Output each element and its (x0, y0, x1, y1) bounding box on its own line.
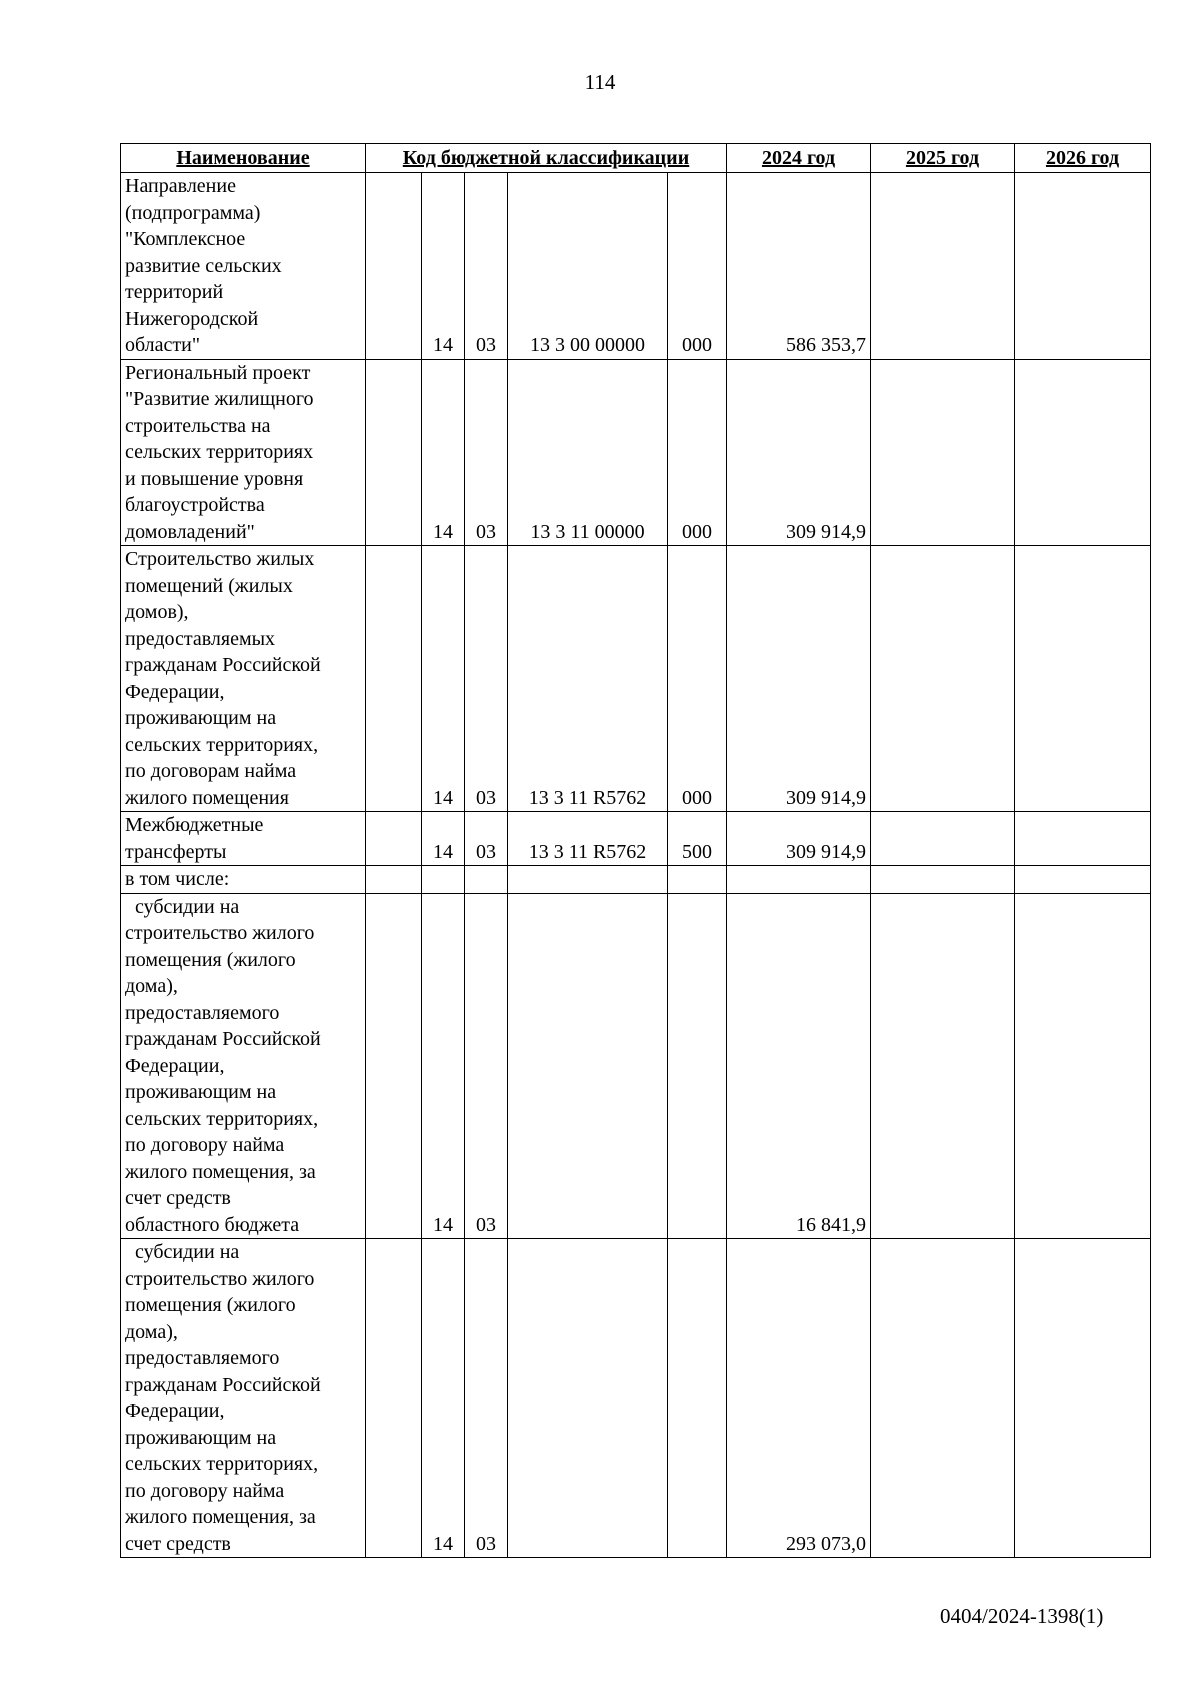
row-name: Строительство жилых помещений (жилых домов), предоставляемых гражданам Российской Федерации, проживающим на сельских территориях, по договорам найма жилого помещения (121, 546, 366, 812)
header-2024: 2024 год (727, 144, 871, 173)
header-code: Код бюджетной классификации (366, 144, 727, 173)
code-section: 14 (422, 359, 465, 546)
code-expense-type: 500 (668, 812, 727, 866)
code-expense-type (668, 893, 727, 1239)
page-number: 114 (584, 70, 616, 94)
code-section: 14 (422, 893, 465, 1239)
amount-2024 (727, 866, 871, 894)
document-id: 0404/2024-1398(1) (940, 1604, 1104, 1628)
amount-2024: 309 914,9 (727, 359, 871, 546)
code-segment-1 (366, 546, 422, 812)
code-target-article: 13 3 11 R5762 (508, 812, 668, 866)
table-row (121, 546, 1151, 812)
table-row (121, 893, 1151, 1239)
amount-2026 (1015, 546, 1151, 812)
code-target-article: 13 3 11 00000 (508, 359, 668, 546)
row-name: Межбюджетные трансферты (121, 812, 366, 866)
table-row (121, 866, 1151, 894)
amount-2025 (871, 546, 1015, 812)
amount-2025 (871, 812, 1015, 866)
code-section: 14 (422, 1239, 465, 1558)
amount-2026 (1015, 359, 1151, 546)
code-target-article (508, 866, 668, 894)
code-segment-1 (366, 866, 422, 894)
amount-2025 (871, 173, 1015, 360)
code-target-article (508, 1239, 668, 1558)
code-expense-type: 000 (668, 173, 727, 360)
code-subsection: 03 (465, 359, 508, 546)
header-name: Наименование (121, 144, 366, 173)
code-expense-type (668, 866, 727, 894)
table-row (121, 812, 1151, 866)
code-expense-type (668, 1239, 727, 1558)
table-row (121, 359, 1151, 546)
amount-2024: 309 914,9 (727, 546, 871, 812)
amount-2026 (1015, 893, 1151, 1239)
amount-2024: 16 841,9 (727, 893, 871, 1239)
code-target-article: 13 3 00 00000 (508, 173, 668, 360)
code-expense-type: 000 (668, 359, 727, 546)
table-row (121, 1239, 1151, 1558)
table-row (121, 173, 1151, 360)
table-header-row (121, 144, 1151, 173)
code-segment-1 (366, 812, 422, 866)
code-segment-1 (366, 359, 422, 546)
code-subsection: 03 (465, 1239, 508, 1558)
amount-2026 (1015, 173, 1151, 360)
code-target-article: 13 3 11 R5762 (508, 546, 668, 812)
code-subsection (465, 866, 508, 894)
amount-2024: 586 353,7 (727, 173, 871, 360)
header-2026: 2026 год (1015, 144, 1151, 173)
amount-2026 (1015, 1239, 1151, 1558)
amount-2025 (871, 1239, 1015, 1558)
amount-2025 (871, 893, 1015, 1239)
code-subsection: 03 (465, 173, 508, 360)
amount-2026 (1015, 866, 1151, 894)
code-section (422, 866, 465, 894)
header-2025: 2025 год (871, 144, 1015, 173)
row-name: субсидии на строительство жилого помещения (жилого дома), предоставляемого гражданам Российской Федерации, проживающим на сельских территориях, по договору найма жилого помещения, за счет средств (121, 1239, 366, 1558)
code-target-article (508, 893, 668, 1239)
row-name: Региональный проект "Развитие жилищного строительства на сельских территориях и повышение уровня благоустройства домовладений" (121, 359, 366, 546)
code-subsection: 03 (465, 812, 508, 866)
code-section: 14 (422, 546, 465, 812)
code-segment-1 (366, 1239, 422, 1558)
code-subsection: 03 (465, 893, 508, 1239)
row-name: субсидии на строительство жилого помещения (жилого дома), предоставляемого гражданам Российской Федерации, проживающим на сельских территориях, по договору найма жилого помещения, за счет средств областного бюджета (121, 893, 366, 1239)
code-section: 14 (422, 812, 465, 866)
code-subsection: 03 (465, 546, 508, 812)
row-name: Направление (подпрограмма) "Комплексное развитие сельских территорий Нижегородской области" (121, 173, 366, 360)
code-segment-1 (366, 173, 422, 360)
code-section: 14 (422, 173, 465, 360)
budget-table (120, 143, 1151, 1558)
amount-2024: 309 914,9 (727, 812, 871, 866)
amount-2026 (1015, 812, 1151, 866)
code-expense-type: 000 (668, 546, 727, 812)
amount-2025 (871, 359, 1015, 546)
row-name: в том числе: (121, 866, 366, 894)
amount-2024: 293 073,0 (727, 1239, 871, 1558)
code-segment-1 (366, 893, 422, 1239)
amount-2025 (871, 866, 1015, 894)
